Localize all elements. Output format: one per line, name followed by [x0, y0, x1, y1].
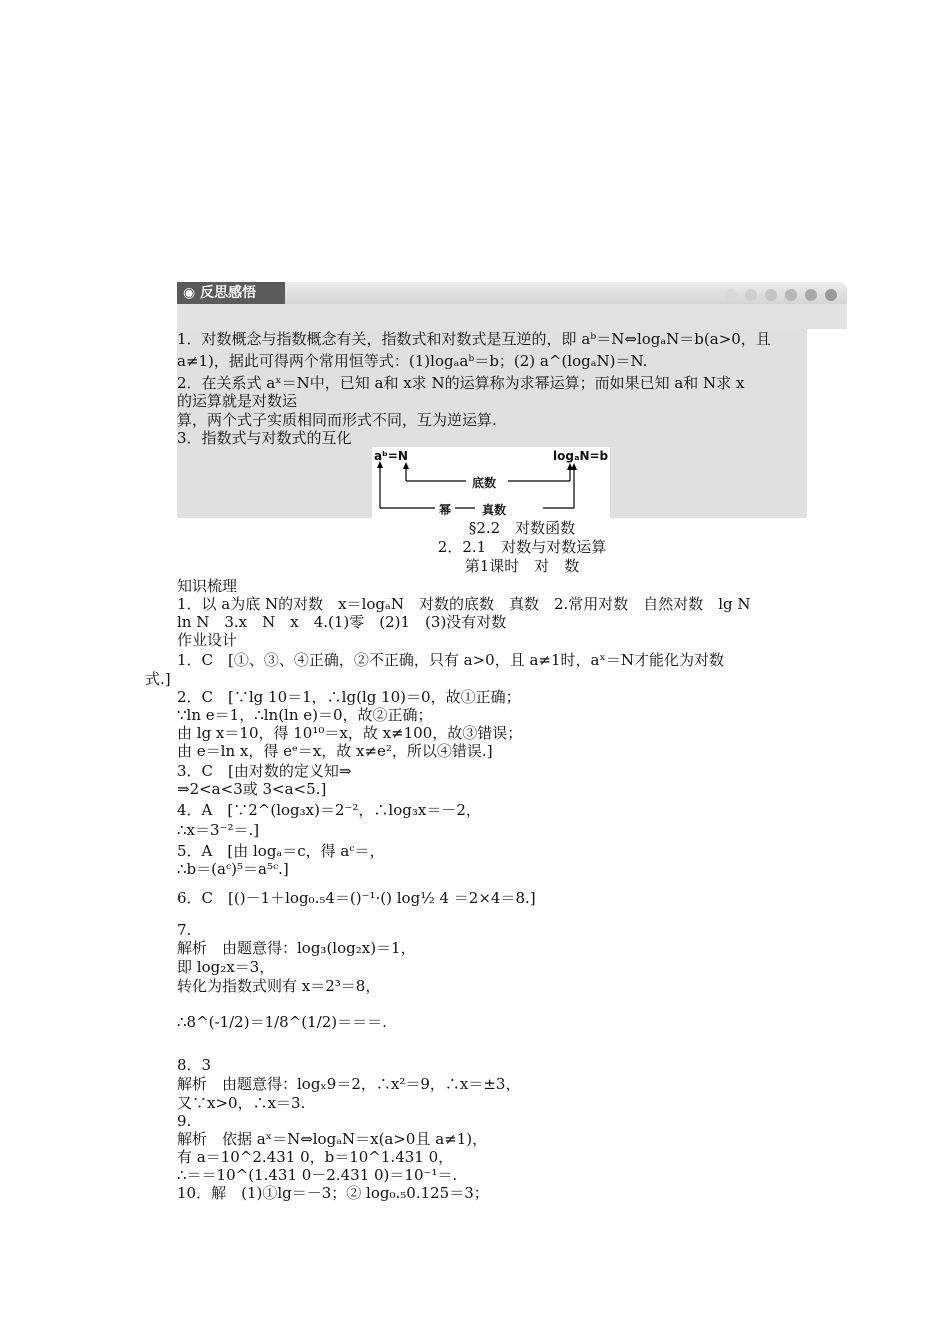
reflection-line-2: a≠1)，据此可得两个常用恒等式：(1)logₐaᵇ＝b；(2) a^(logₐN)＝N.: [177, 352, 648, 370]
homework-line-19: 解析 由题意得：logₓ9＝2，∴x²＝9，∴x＝±3，: [177, 1075, 521, 1093]
reflection-line-1: 1．对数概念与指数概念有关，指数式和对数式是互逆的，即 aᵇ＝N⇔logₐN＝b(a>0，且: [177, 330, 771, 348]
homework-line-14: 解析 由题意得：log₃(log₂x)＝1，: [177, 939, 416, 957]
diagram-exp-label: aᵇ=N: [374, 449, 408, 463]
decor-dot: [825, 289, 837, 301]
decor-dot: [785, 289, 797, 301]
reflection-line-4: 的运算就是对数运: [177, 392, 298, 410]
diagram-log-label: logₐN=b: [553, 449, 609, 463]
decor-dot: [725, 289, 737, 301]
reflection-line-3: 2．在关系式 aˣ＝N中，已知 a和 x求 N的运算称为求幂运算；而如果已知 a和 N求 x: [177, 374, 745, 392]
homework-line-3: ∵ln e＝1，∴ln(ln e)＝0，故②正确；: [177, 706, 433, 724]
diagram-real-label: 真数: [482, 503, 507, 517]
diagram-base-label: 底数: [472, 476, 497, 490]
section-banner: [177, 282, 847, 304]
homework-line-16: 转化为指数式则有 x＝2³＝8，: [177, 977, 381, 995]
homework-line-2: 2．C [∵lg 10＝1，∴lg(lg 10)＝0，故①正确；: [177, 688, 521, 706]
exp-log-diagram: [372, 447, 610, 519]
reflection-top-band: [177, 304, 847, 329]
homework-line-11: ∴b＝(aᶜ)⁵＝a⁵ᶜ.]: [177, 860, 289, 878]
homework-line-5: 由 e＝ln x，得 eᵉ＝x，故 x≠e²，所以④错误.]: [177, 742, 493, 760]
knowledge-line-2: ln N 3.x N x 4.(1)零 (2)1 (3)没有对数: [177, 613, 507, 631]
homework-line-9: ∴x＝3⁻²＝.]: [177, 821, 260, 839]
homework-line-25: 10．解 (1)①lg＝－3；② log₀.₅0.125＝3；: [177, 1184, 489, 1202]
homework-line-12: 6．C [()－1＋log₀.₅4＝()⁻¹·() log½ 4 ＝2×4＝8.]: [177, 889, 536, 907]
homework-title: 作业设计: [177, 631, 238, 649]
knowledge-line-1: 1．以 a为底 N的对数 x＝logₐN 对数的底数 真数 2.常用对数 自然对数 lg N: [177, 595, 751, 613]
diagram-power-label: 幂: [439, 503, 452, 517]
section-heading: §2.2 对数函数: [468, 519, 576, 537]
homework-line-15: 即 log₂x＝3，: [177, 958, 275, 976]
homework-line-22: 解析 依据 aˣ＝N⇔logₐN＝x(a>0且 a≠1)，: [177, 1130, 488, 1148]
homework-line-8: 4．A [∵2^(log₃x)＝2⁻²，∴log₃x＝－2，: [177, 801, 481, 819]
homework-line-1b: 式.]: [145, 670, 171, 688]
homework-line-6: 3．C [由对数的定义知⇒: [177, 762, 352, 780]
homework-line-23: 有 a＝10^2.431 0，b＝10^1.431 0，: [177, 1148, 454, 1166]
homework-line-1: 1．C [①、③、④正确，②不正确，只有 a>0，且 a≠1时，aˣ＝N才能化为对数: [177, 651, 724, 669]
homework-line-10: 5．A [由 logₐ＝c，得 aᶜ＝，: [177, 842, 385, 860]
homework-line-13: 7.: [177, 921, 192, 939]
decor-dot: [805, 289, 817, 301]
banner-dots: [717, 287, 837, 305]
decor-dot: [765, 289, 777, 301]
banner-title: ◉ 反思感悟: [177, 282, 285, 304]
homework-line-24: ∴＝＝10^(1.431 0－2.431 0)＝10⁻¹＝.: [177, 1166, 458, 1184]
reflection-line-5: 算，两个式子实质相同而形式不同，互为逆运算.: [177, 411, 497, 429]
lesson-heading: 第1课时 对 数: [464, 557, 580, 575]
homework-line-7: ⇒2<a<3或 3<a<5.]: [177, 780, 327, 798]
homework-line-4: 由 lg x＝10，得 10¹⁰＝x，故 x≠100，故③错误；: [177, 724, 523, 742]
subsection-heading: 2．2.1 对数与对数运算: [437, 538, 607, 556]
homework-line-21: 9.: [177, 1112, 192, 1130]
decor-dot: [745, 289, 757, 301]
homework-line-20: 又∵x>0，∴x＝3.: [177, 1094, 306, 1112]
reflection-line-6: 3．指数式与对数式的互化: [177, 429, 352, 447]
homework-line-18: 8．3: [177, 1056, 212, 1074]
homework-line-17: ∴8^(-1/2)＝1/8^(1/2)＝＝＝.: [177, 1013, 387, 1031]
knowledge-title: 知识梳理: [177, 577, 238, 595]
